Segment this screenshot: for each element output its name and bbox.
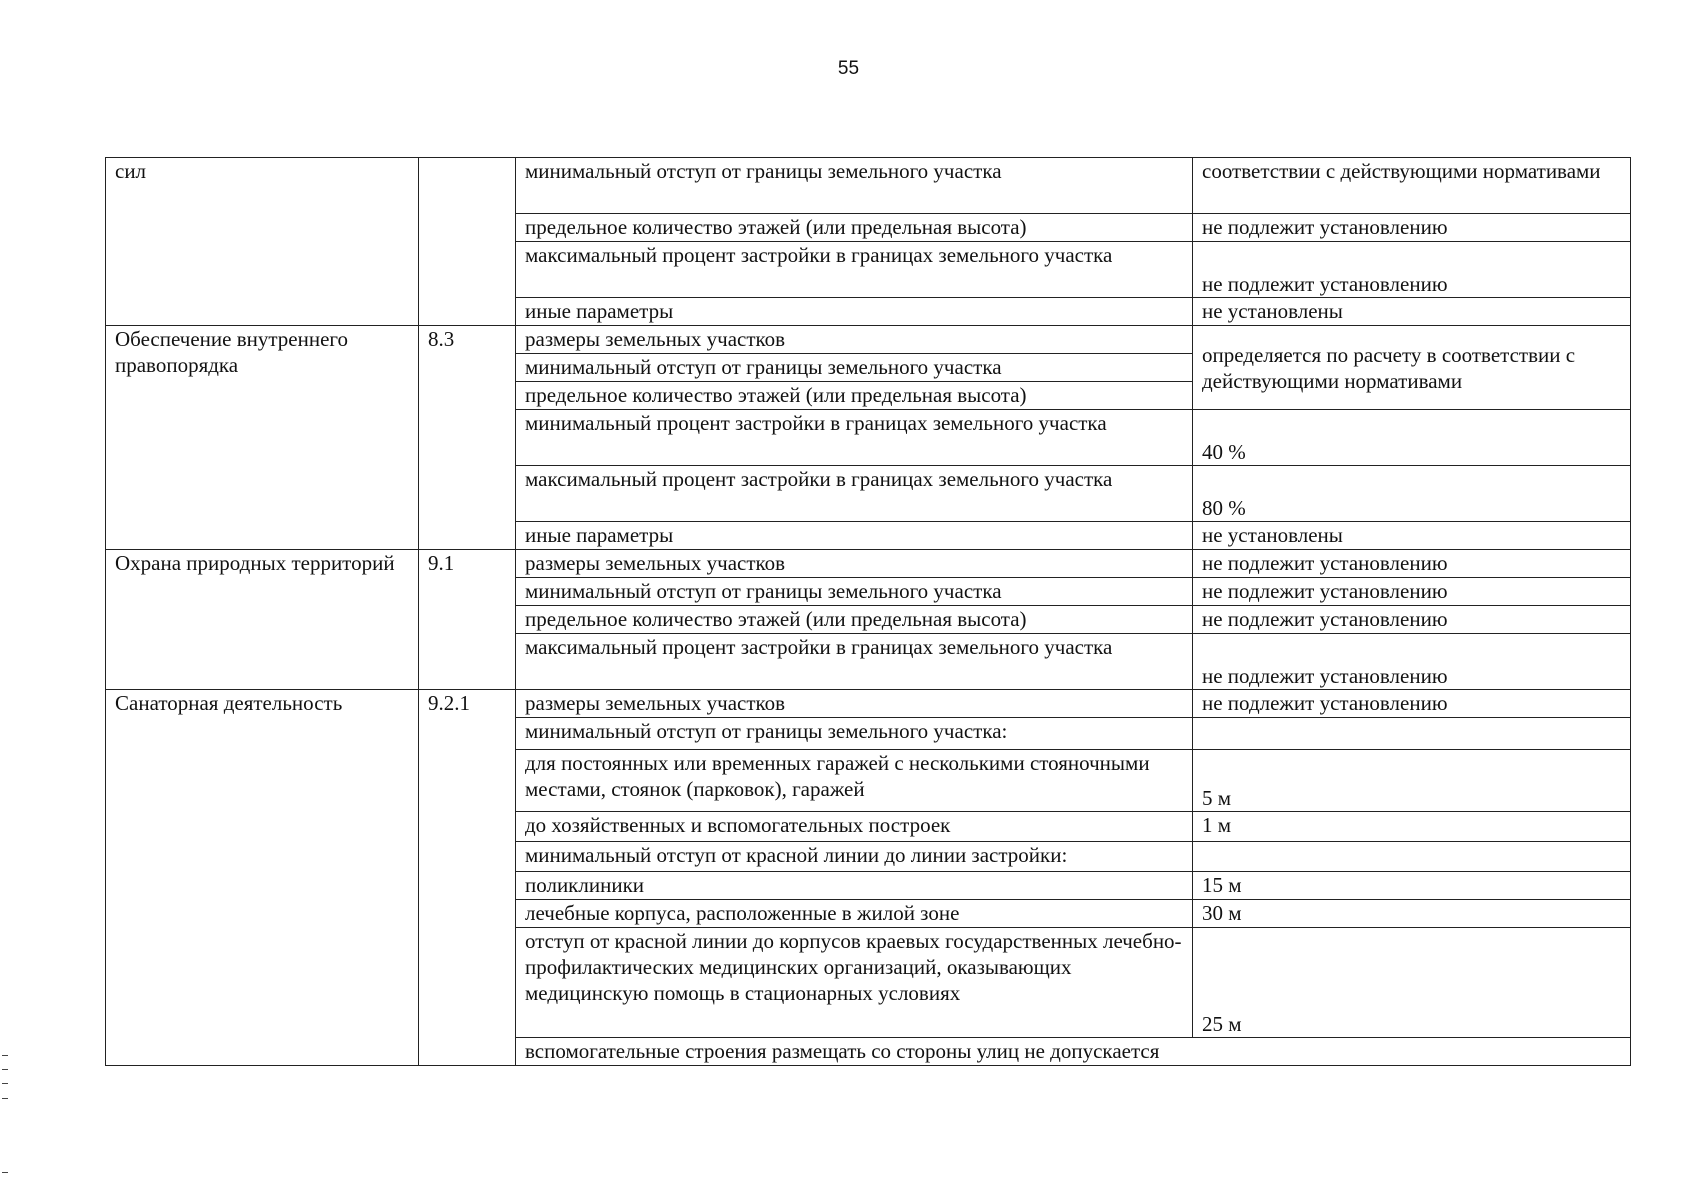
parameter-value: не установлены (1193, 522, 1631, 550)
scan-edge-mark (2, 1172, 8, 1173)
use-type-code: 9.2.1 (419, 690, 516, 1066)
parameter-value: не подлежит установлению (1193, 690, 1631, 718)
parameter-value: не подлежит установлению (1193, 550, 1631, 578)
use-type-name: сил (106, 158, 419, 326)
parameter-value: соответствии с действующими нормативами (1193, 158, 1631, 214)
page-number: 55 (837, 58, 860, 79)
parameter-value (1193, 842, 1631, 872)
table-row (106, 158, 1631, 214)
table-row (106, 550, 1631, 578)
parameter-name: максимальный процент застройки в границах земельного участка (516, 466, 1193, 522)
use-type-name: Охрана природных территорий (106, 550, 419, 690)
parameter-value: не подлежит установлению (1193, 578, 1631, 606)
parameter-value: не подлежит установлению (1193, 242, 1631, 298)
parameter-name: минимальный отступ от красной линии до линии застройки: (516, 842, 1193, 872)
parameter-value: определяется по расчету в соответствии с действующими нормативами (1193, 326, 1631, 410)
land-use-parameters-table (105, 157, 1631, 1066)
parameter-name: поликлиники (516, 872, 1193, 900)
table-row (106, 326, 1631, 354)
parameter-name: предельное количество этажей (или предельная высота) (516, 382, 1193, 410)
parameter-name: минимальный отступ от границы земельного участка: (516, 718, 1193, 750)
parameter-value: не подлежит установлению (1193, 606, 1631, 634)
parameter-value: 1 м (1193, 812, 1631, 842)
parameter-value: не подлежит установлению (1193, 634, 1631, 690)
parameter-name: иные параметры (516, 298, 1193, 326)
parameter-value: 15 м (1193, 872, 1631, 900)
use-type-code: 8.3 (419, 326, 516, 550)
parameter-name: для постоянных или временных гаражей с несколькими стояночными местами, стоянок (парковок), гаражей (516, 750, 1193, 812)
parameter-value: не установлены (1193, 298, 1631, 326)
parameter-value: не подлежит установлению (1193, 214, 1631, 242)
parameter-name: размеры земельных участков (516, 690, 1193, 718)
parameter-value: 5 м (1193, 750, 1631, 812)
scan-edge-marks (2, 1055, 8, 1099)
parameter-name: максимальный процент застройки в границах земельного участка (516, 242, 1193, 298)
use-type-name: Санаторная деятельность (106, 690, 419, 1066)
use-type-code (419, 158, 516, 326)
parameter-name: отступ от красной линии до корпусов краевых государственных лечебно-профилактических медицинских организаций, оказывающих медицинскую помощь в стационарных условиях (516, 928, 1193, 1038)
parameter-name: до хозяйственных и вспомогательных построек (516, 812, 1193, 842)
parameter-name: иные параметры (516, 522, 1193, 550)
table-row (106, 690, 1631, 718)
parameter-name: размеры земельных участков (516, 550, 1193, 578)
parameter-name: максимальный процент застройки в границах земельного участка (516, 634, 1193, 690)
parameter-name: минимальный отступ от границы земельного участка (516, 158, 1193, 214)
parameter-value: 80 % (1193, 466, 1631, 522)
parameter-name: предельное количество этажей (или предельная высота) (516, 606, 1193, 634)
parameter-value: 30 м (1193, 900, 1631, 928)
parameter-value: 40 % (1193, 410, 1631, 466)
use-type-name: Обеспечение внутреннего правопорядка (106, 326, 419, 550)
parameter-name: минимальный отступ от границы земельного участка (516, 354, 1193, 382)
parameter-name: минимальный отступ от границы земельного участка (516, 578, 1193, 606)
parameter-name: лечебные корпуса, расположенные в жилой зоне (516, 900, 1193, 928)
parameter-name: минимальный процент застройки в границах земельного участка (516, 410, 1193, 466)
parameter-name: предельное количество этажей (или предельная высота) (516, 214, 1193, 242)
use-type-code: 9.1 (419, 550, 516, 690)
parameter-value (1193, 718, 1631, 750)
parameter-value: 25 м (1193, 928, 1631, 1038)
parameter-note: вспомогательные строения размещать со стороны улиц не допускается (516, 1038, 1631, 1066)
parameter-name: размеры земельных участков (516, 326, 1193, 354)
